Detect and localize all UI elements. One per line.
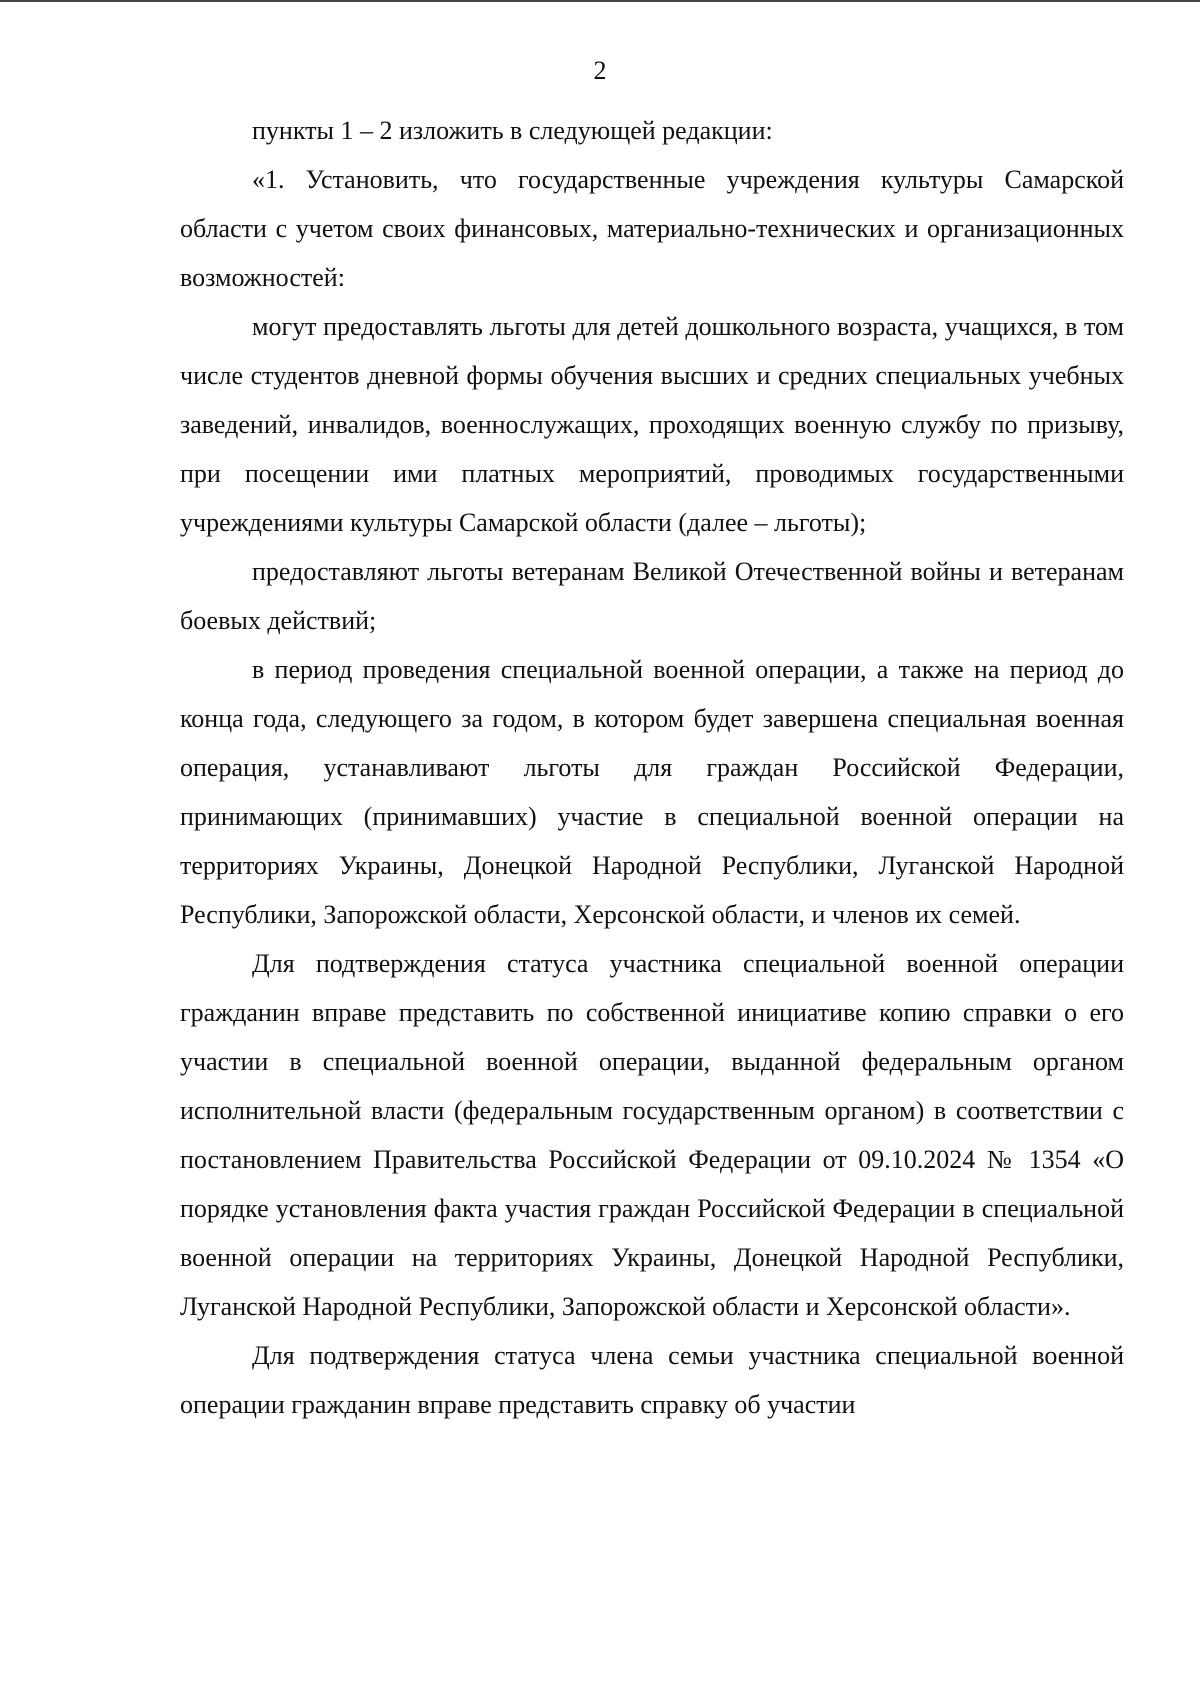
top-edge-line [0,0,1200,2]
paragraph-family-status: Для подтверждения статуса члена семьи участника специальной военной операции гражданин вправе представить справку об участии [180,1341,1124,1419]
paragraph-item-1: «1. Установить, что государственные учреждения культуры Самарской области с учетом своих финансовых, материально-технических и организационных возможностей: [180,165,1124,292]
document-body [180,106,1124,1429]
paragraph-veterans: предоставляют льготы ветеранам Великой Отечественной войны и ветеранам боевых действий; [180,557,1124,635]
paragraph-intro: пункты 1 – 2 изложить в следующей редакции: [252,116,773,145]
page-number: 2 [593,56,607,85]
paragraph-benefits: могут предоставлять льготы для детей дошкольного возраста, учащихся, в том числе студентов дневной формы обучения высших и средних специальных учебных заведений, инвалидов, военнослужащих, проходящих военную службу по призыву, при посещении ими платных мероприятий, проводимых государственными учреждениями культуры Самарской области (далее – льготы); [180,312,1124,537]
paragraph-svo-period: в период проведения специальной военной операции, а также на период до конца года, следующего за годом, в котором будет завершена специальная военная операция, устанавливают льготы для граждан Российской Федерации, принимающих (принимавших) участие в специальной военной операции на территориях Украины, Донецкой Народной Республики, Луганской Народной Республики, Запорожской области, Херсонской области, и членов их семей. [180,655,1124,929]
paragraph-participant-status: Для подтверждения статуса участника специальной военной операции гражданин вправе представить по собственной инициативе копию справки о его участии в специальной военной операции, выданной федеральным органом исполнительной власти (федеральным государственным органом) в соответствии с постановлением Правительства Российской Федерации от 09.10.2024 № 1354 «О порядке установления факта участия граждан Российской Федерации в специальной военной операции на территориях Украины, Донецкой Народной Республики, Луганской Народной Республики, Запорожской области и Херсонской области». [180,949,1124,1321]
